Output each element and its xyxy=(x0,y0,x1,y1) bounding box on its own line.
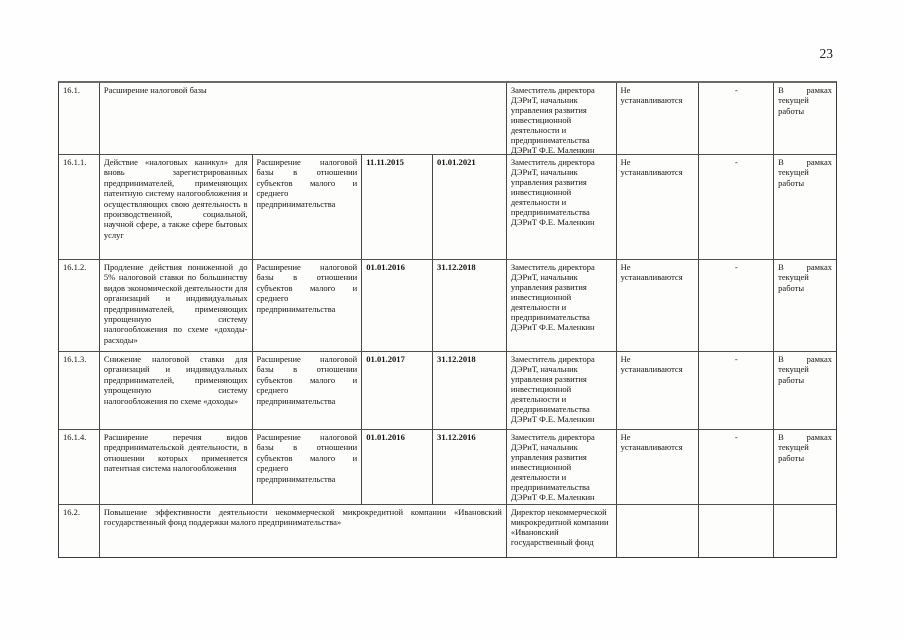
status-cell xyxy=(774,505,836,557)
measure-cell: Действие «налоговых каникул» для вновь зарегистрированных предпринимателей, применяющих патентную систему налогообложения и осуществляющих свою деятельность в производственной, социальной, научной сфере, а также сфере бытовых услуг xyxy=(100,155,253,259)
funding-cell: Не устанавливаются xyxy=(617,352,700,429)
page-number: 23 xyxy=(819,46,833,61)
row-id-cell: 16.1. xyxy=(59,83,100,154)
expected-result-cell: Расширение налоговой базы в отношении субъектов малого и среднего предпринимательства xyxy=(253,260,363,351)
measures-table xyxy=(58,81,837,558)
measure-cell: Продление действия пониженной до 5% налоговой ставки по большинству видов экономической деятельности для организаций и индивидуальных предпринимателей, применяющих упрощенную систему налогообложения по схеме «доходы-расходы» xyxy=(100,260,253,351)
table-row xyxy=(59,505,836,557)
start-date-cell: 01.01.2016 xyxy=(362,430,433,504)
responsible-cell: Заместитель директора ДЭРиТ, начальник управления развития инвестиционной деятельности и предпринимательства ДЭРиТ Ф.Е. Маленкин xyxy=(507,352,617,429)
responsible-cell: Директор некоммерческой микрокредитной компании «Ивановский государственный фонд xyxy=(507,505,617,557)
dash-cell: - xyxy=(699,430,774,504)
measure-cell: Повышение эффективности деятельности некоммерческой микрокредитной компании «Ивановский государственный фонд поддержки малого предпринимательства» xyxy=(100,505,507,557)
status-cell: В рамках текущей работы xyxy=(778,262,833,293)
start-date-cell: 01.01.2016 xyxy=(362,260,433,351)
row-id-cell: 16.1.1. xyxy=(59,155,100,259)
status-cell: В рамках текущей работы xyxy=(778,85,832,116)
row-id-cell: 16.1.4. xyxy=(59,430,100,504)
start-date-cell: 11.11.2015 xyxy=(362,155,433,259)
measure-cell: Снижение налоговой ставки для организаций и индивидуальных предпринимателей, применяющих упрощенную систему налогообложения по схеме «доходы» xyxy=(100,352,253,429)
expected-result-cell: Расширение налоговой базы в отношении субъектов малого и среднего предпринимательства xyxy=(253,430,363,504)
start-date-cell: 01.01.2017 xyxy=(362,352,433,429)
measure-cell: Расширение перечня видов предпринимательской деятельности, в отношении которых применяется патентная система налогообложения xyxy=(100,430,253,504)
end-date-cell: 01.01.2021 xyxy=(433,155,507,259)
dash-cell: - xyxy=(699,155,774,259)
funding-cell: Не устанавливаются xyxy=(617,155,700,259)
table-row xyxy=(59,260,836,352)
table-row xyxy=(59,352,836,430)
row-id-cell: 16.1.2. xyxy=(59,260,100,351)
status-cell: В рамках текущей работы xyxy=(778,432,833,463)
dash-cell: - xyxy=(699,260,774,351)
funding-cell: Не устанавливаются xyxy=(617,83,700,154)
end-date-cell: 31.12.2016 xyxy=(433,430,507,504)
expected-result-cell: Расширение налоговой базы в отношении субъектов малого и среднего предпринимательства xyxy=(253,155,363,259)
measure-cell: Расширение налоговой базы xyxy=(100,83,507,154)
expected-result-cell: Расширение налоговой базы в отношении субъектов малого и среднего предпринимательства xyxy=(253,352,363,429)
responsible-cell: Заместитель директора ДЭРиТ, начальник управления развития инвестиционной деятельности и предпринимательства ДЭРиТ Ф.Е. Маленкин xyxy=(507,155,617,259)
dash-cell: - xyxy=(699,352,774,429)
table-row xyxy=(59,83,836,155)
funding-cell xyxy=(617,505,700,557)
responsible-cell: Заместитель директора ДЭРиТ, начальник управления развития инвестиционной деятельности и предпринимательства ДЭРиТ Ф.Е. Маленкин xyxy=(507,430,617,504)
dash-cell xyxy=(699,505,774,557)
end-date-cell: 31.12.2018 xyxy=(433,352,507,429)
dash-cell: - xyxy=(699,83,774,154)
table-row xyxy=(59,430,836,505)
row-id-cell: 16.2. xyxy=(59,505,100,557)
status-cell: В рамках текущей работы xyxy=(778,157,833,188)
funding-cell: Не устанавливаются xyxy=(617,430,700,504)
status-cell: В рамках текущей работы xyxy=(778,354,833,385)
responsible-cell: Заместитель директора ДЭРиТ, начальник управления развития инвестиционной деятельности и предпринимательства ДЭРиТ Ф.Е. Маленкин xyxy=(507,83,617,154)
row-id-cell: 16.1.3. xyxy=(59,352,100,429)
end-date-cell: 31.12.2018 xyxy=(433,260,507,351)
funding-cell: Не устанавливаются xyxy=(617,260,700,351)
table-row xyxy=(59,155,836,260)
responsible-cell: Заместитель директора ДЭРиТ, начальник управления развития инвестиционной деятельности и предпринимательства ДЭРиТ Ф.Е. Маленкин xyxy=(507,260,617,351)
